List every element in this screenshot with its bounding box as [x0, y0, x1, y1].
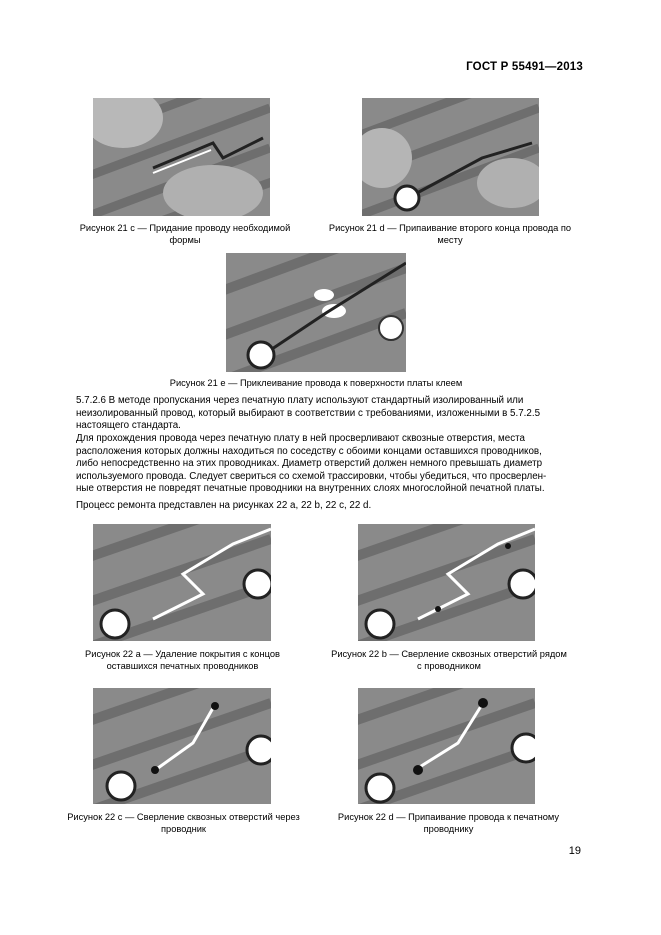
figure-21c-image — [93, 98, 270, 216]
paragraph-process: Процесс ремонта представлен на рисунках 22 а, 22 b, 22 с, 22 d. — [76, 500, 372, 511]
figure-21d-caption: Рисунок 21 d — Припаивание второго конца провода по месту — [328, 223, 572, 245]
figure-21e-image — [226, 253, 406, 372]
figure-21e-caption: Рисунок 21 е — Приклеивание провода к поверхности платы клеем — [169, 378, 463, 388]
figure-22a-caption: Рисунок 22 а — Удаление покрытия с концов оставшихся печатных проводников — [85, 649, 280, 671]
paragraph-5-7-2-6: 5.7.2.6 В методе пропускания через печатную плату используют стандартный изолированный или неизолированный провод, который выбирают в соответствии с требованиями, изложенными в 5.7.2.5 настоящего стандарта. — [76, 395, 541, 432]
paragraph-drilling: Для прохождения провода через печатную плату в ней просверливают сквозные отверстия, места расположения которых должны находиться по соседству с обоими концами оставшихся проводников, либо непосредственно на этих проводниках. Диаметр отверстий должен немного превышать диаметр используемого провода. Следует свериться со схемой трассировки, чтобы убедиться, что просверлен- ные отверстия не повредят печатные проводники на внутренних слоях многослойной печатной платы. — [76, 433, 547, 495]
figure-22d-caption: Рисунок 22 d — Припаивание провода к печатному проводнику — [337, 812, 560, 834]
figure-22b-image — [358, 524, 535, 641]
document-id: ГОСТ Р 55491—2013 — [466, 61, 583, 73]
figure-22a-image — [93, 524, 271, 641]
figure-21c-caption: Рисунок 21 с — Придание проводу необходимой формы — [79, 223, 291, 245]
figure-22d-image — [358, 688, 535, 804]
figure-22b-caption: Рисунок 22 b — Сверление сквозных отверстий рядом с проводником — [331, 649, 567, 671]
page-number: 19 — [568, 845, 581, 857]
figure-22c-image — [93, 688, 271, 804]
figure-21d-image — [362, 98, 539, 216]
figure-22c-caption: Рисунок 22 с — Сверление сквозных отверстий через проводник — [67, 812, 300, 834]
